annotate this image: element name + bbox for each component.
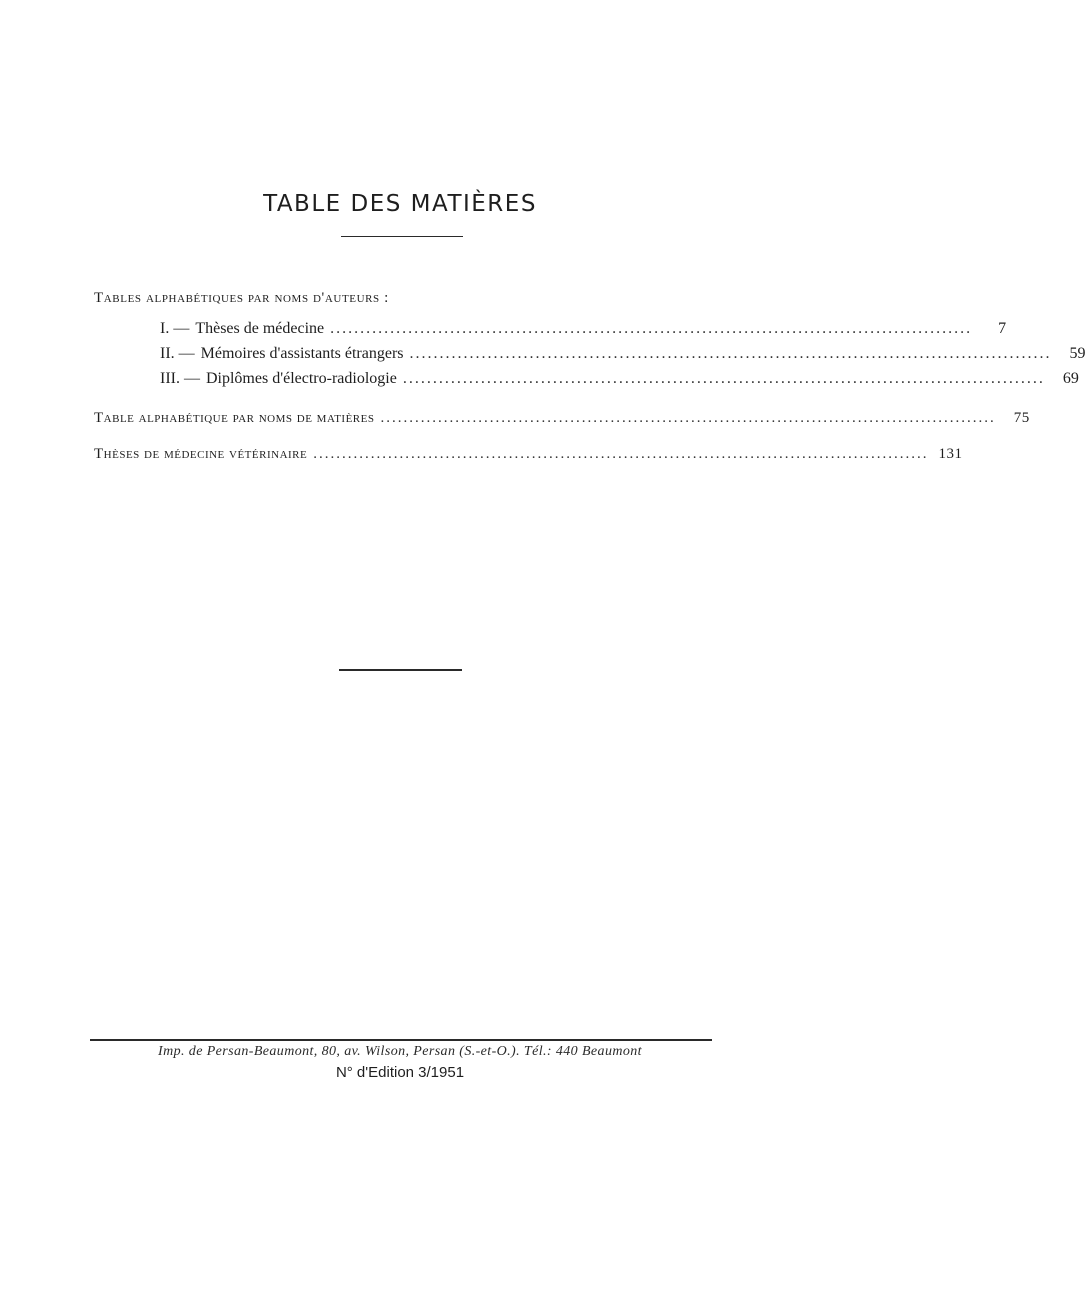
toc-entry-label: Diplômes d'électro-radiologie bbox=[205, 370, 397, 387]
toc-entry-veterinaire bbox=[94, 446, 963, 468]
toc-entry-number: I. — bbox=[160, 320, 190, 337]
toc-entry-memoires bbox=[160, 345, 1086, 367]
section-heading: Tables alphabétiques par noms d'auteurs : bbox=[94, 290, 389, 306]
section-divider bbox=[339, 669, 462, 671]
page-title: TABLE DES MATIÈRES bbox=[263, 191, 537, 218]
toc-entry-label: Table alphabétique par noms de matières bbox=[94, 410, 375, 426]
toc-entry-page: 75 bbox=[1013, 410, 1030, 426]
toc-entry-table-matieres bbox=[94, 410, 1030, 432]
dot-leader: ........................................................................................................... bbox=[313, 446, 929, 462]
printer-imprint: Imp. de Persan-Beaumont, 80, av. Wilson, Persan (S.-et-O.). Tél.: 440 Beaumont bbox=[158, 1044, 642, 1059]
toc-entry-number: II. — bbox=[160, 345, 195, 362]
toc-entry-label: Mémoires d'assistants étrangers bbox=[200, 345, 404, 362]
toc-entry-page: 7 bbox=[998, 320, 1007, 337]
toc-entry-label: Thèses de médecine vétérinaire bbox=[94, 446, 308, 462]
toc-entry-page: 59 bbox=[1069, 345, 1086, 362]
dot-leader: ........................................................................................................... bbox=[330, 320, 973, 337]
title-divider bbox=[341, 236, 463, 237]
footer-divider bbox=[90, 1039, 712, 1041]
toc-entry-theses-medecine bbox=[160, 320, 1007, 342]
dot-leader: ........................................................................................................... bbox=[409, 345, 1052, 362]
toc-entry-label: Thèses de médecine bbox=[195, 320, 325, 337]
edition-number: N° d'Edition 3/1951 bbox=[335, 1064, 465, 1081]
dot-leader: ........................................................................................................... bbox=[380, 410, 996, 426]
dot-leader: ........................................................................................................... bbox=[402, 370, 1045, 387]
toc-entry-page: 69 bbox=[1062, 370, 1079, 387]
toc-entry-number: III. — bbox=[160, 370, 200, 387]
toc-entry-diplomes bbox=[160, 370, 1079, 392]
toc-entry-page: 131 bbox=[938, 446, 963, 462]
